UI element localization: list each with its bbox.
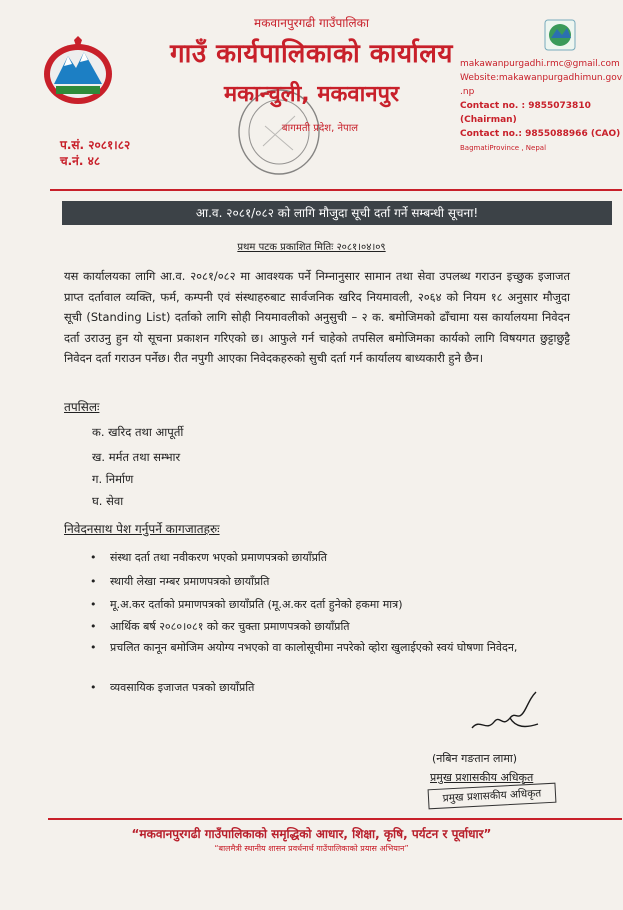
handwritten-signature: [466, 688, 546, 740]
bullet: •: [90, 620, 97, 633]
bullet: •: [90, 575, 97, 588]
document-text: व्यवसायिक इजाजत पत्रको छायाँप्रति: [110, 681, 255, 694]
publication-date: प्रथम पटक प्रकाशित मितिः २०८१।०४।०९: [237, 242, 386, 253]
document-list-item: [90, 548, 570, 567]
municipality-name: मकवानपुरगढी गाउँपालिका: [254, 16, 369, 30]
footer-slogan: “मकवानपुरगढी गाउँपालिकाको समृद्धिको आधार, शिक्षा, कृषि, पर्यटन र पूर्वाधार”: [131, 827, 492, 841]
contact-chairman-phone: Contact no. : 9855073810: [460, 101, 591, 111]
designation-stamp: प्रमुख प्रशासकीय अधिकृत: [428, 783, 557, 810]
notice-title-banner: आ.व. २०८१/०८२ को लागि मौजुदा सूची दर्ता गर्ने सम्बन्धी सूचना!: [62, 201, 612, 225]
detail-item: घ. सेवा: [92, 494, 124, 508]
contact-cao-phone: Contact no.: 9855088966 (CAO): [460, 129, 621, 139]
document-list-item: [90, 617, 570, 636]
document-text: संस्था दर्ता तथा नवीकरण भएको प्रमाणपत्रको छायाँप्रति: [110, 551, 327, 564]
notice-body: यस कार्यालयका लागि आ.व. २०८१/०८२ मा आवश्यक पर्ने निम्नानुसार सामान तथा सेवा उपलब्ध गराउन इच्छुक इजाजत प्राप्त दर्तावाल व्यक्ति, फर्म, कम्पनी एवं संस्थाहरुबाट सार्वजनिक खरिद नियमावली, २०६४ को नियम १८ अनुसार मौजुदा सूची (Standing List) दर्ताको लागि सोही नियमावलीको अनुसुची – २ क. बमोजिमको ढाँचामा यस कार्यालयमा निवेदन दर्ता उराउनु हुन यो सूचना प्रकाशन गरिएको छ। आफुले गर्न चाहेको तपसिल बमोजिमका कार्यको लागि विषयगत छुट्टाछुट्टै निवेदन दर्ता गराउन पर्नेछ। रीत नपुगी आएका निवेदकहरुको सुची दर्ता गर्न कार्यालय बाध्यकारी हुने छैन।: [64, 269, 570, 365]
signer-name: (नबिन गङतान लामा): [432, 752, 518, 765]
document-text: प्रचलित कानून बमोजिम अयोग्य नभएको वा कालोसूचीमा नपरेको व्होरा खुलाईएको स्वयं घोषणा निवेदन,: [110, 641, 518, 654]
document-list-item: [90, 572, 570, 591]
bullet: •: [90, 681, 97, 694]
reference-number: प.सं. २०८१।८२: [60, 138, 131, 152]
bullet: •: [90, 598, 97, 611]
location-prefix: मकान्चुली,: [223, 82, 310, 107]
signer-title: प्रमुख प्रशासकीय अधिकृत: [430, 771, 534, 784]
office-name: गाउँ कार्यपालिकाको कार्यालय: [170, 39, 453, 69]
bullet: •: [90, 551, 97, 564]
contact-chairman-label: (Chairman): [460, 115, 517, 125]
documents-heading: निवेदनसाथ पेश गर्नुपर्ने कागजातहरुः: [64, 522, 220, 536]
document-list-item: [90, 638, 570, 657]
contact-website-suffix: .np: [460, 87, 475, 97]
footer-sub-slogan: “बालमैत्री स्थानीय शासन प्रवर्धनार्थ गाउँपालिकाको प्रयास अभियान”: [214, 844, 409, 853]
footer-divider: [48, 818, 622, 820]
document-text: स्थायी लेखा नम्बर प्रमाणपत्रको छायाँप्रति: [110, 575, 270, 588]
detail-item: ग. निर्माण: [92, 472, 134, 486]
contact-email: makawanpurgadhi.rmc@gmail.com: [460, 59, 620, 69]
document-list-item: [90, 595, 570, 614]
detail-item: ख. मर्मत तथा सम्भार: [92, 450, 181, 464]
document-text: मू.अ.कर दर्ताको प्रमाणपत्रको छायाँप्रति (मू.अ.कर दर्ता हुनेको हकमा मात्र): [110, 598, 403, 611]
office-location: [140, 78, 483, 108]
bullet: •: [90, 641, 97, 654]
details-heading: तपसिलः: [64, 400, 100, 414]
contact-province: BagmatiProvince , Nepal: [460, 144, 547, 152]
document-text: आर्थिक बर्ष २०८०।०८१ को कर चुक्ता प्रमाणपत्रको छायाँप्रति: [110, 620, 350, 633]
dispatch-number: च.नं. ४८: [60, 154, 101, 168]
location-district: मकवानपुर: [317, 82, 400, 107]
header-divider: [50, 189, 622, 191]
contact-website: Website:makawanpurgadhimun.gov: [460, 73, 623, 83]
office-address: बागमती प्रदेश, नेपाल: [281, 123, 359, 134]
detail-item: क. खरिद तथा आपूर्ती: [92, 425, 184, 439]
